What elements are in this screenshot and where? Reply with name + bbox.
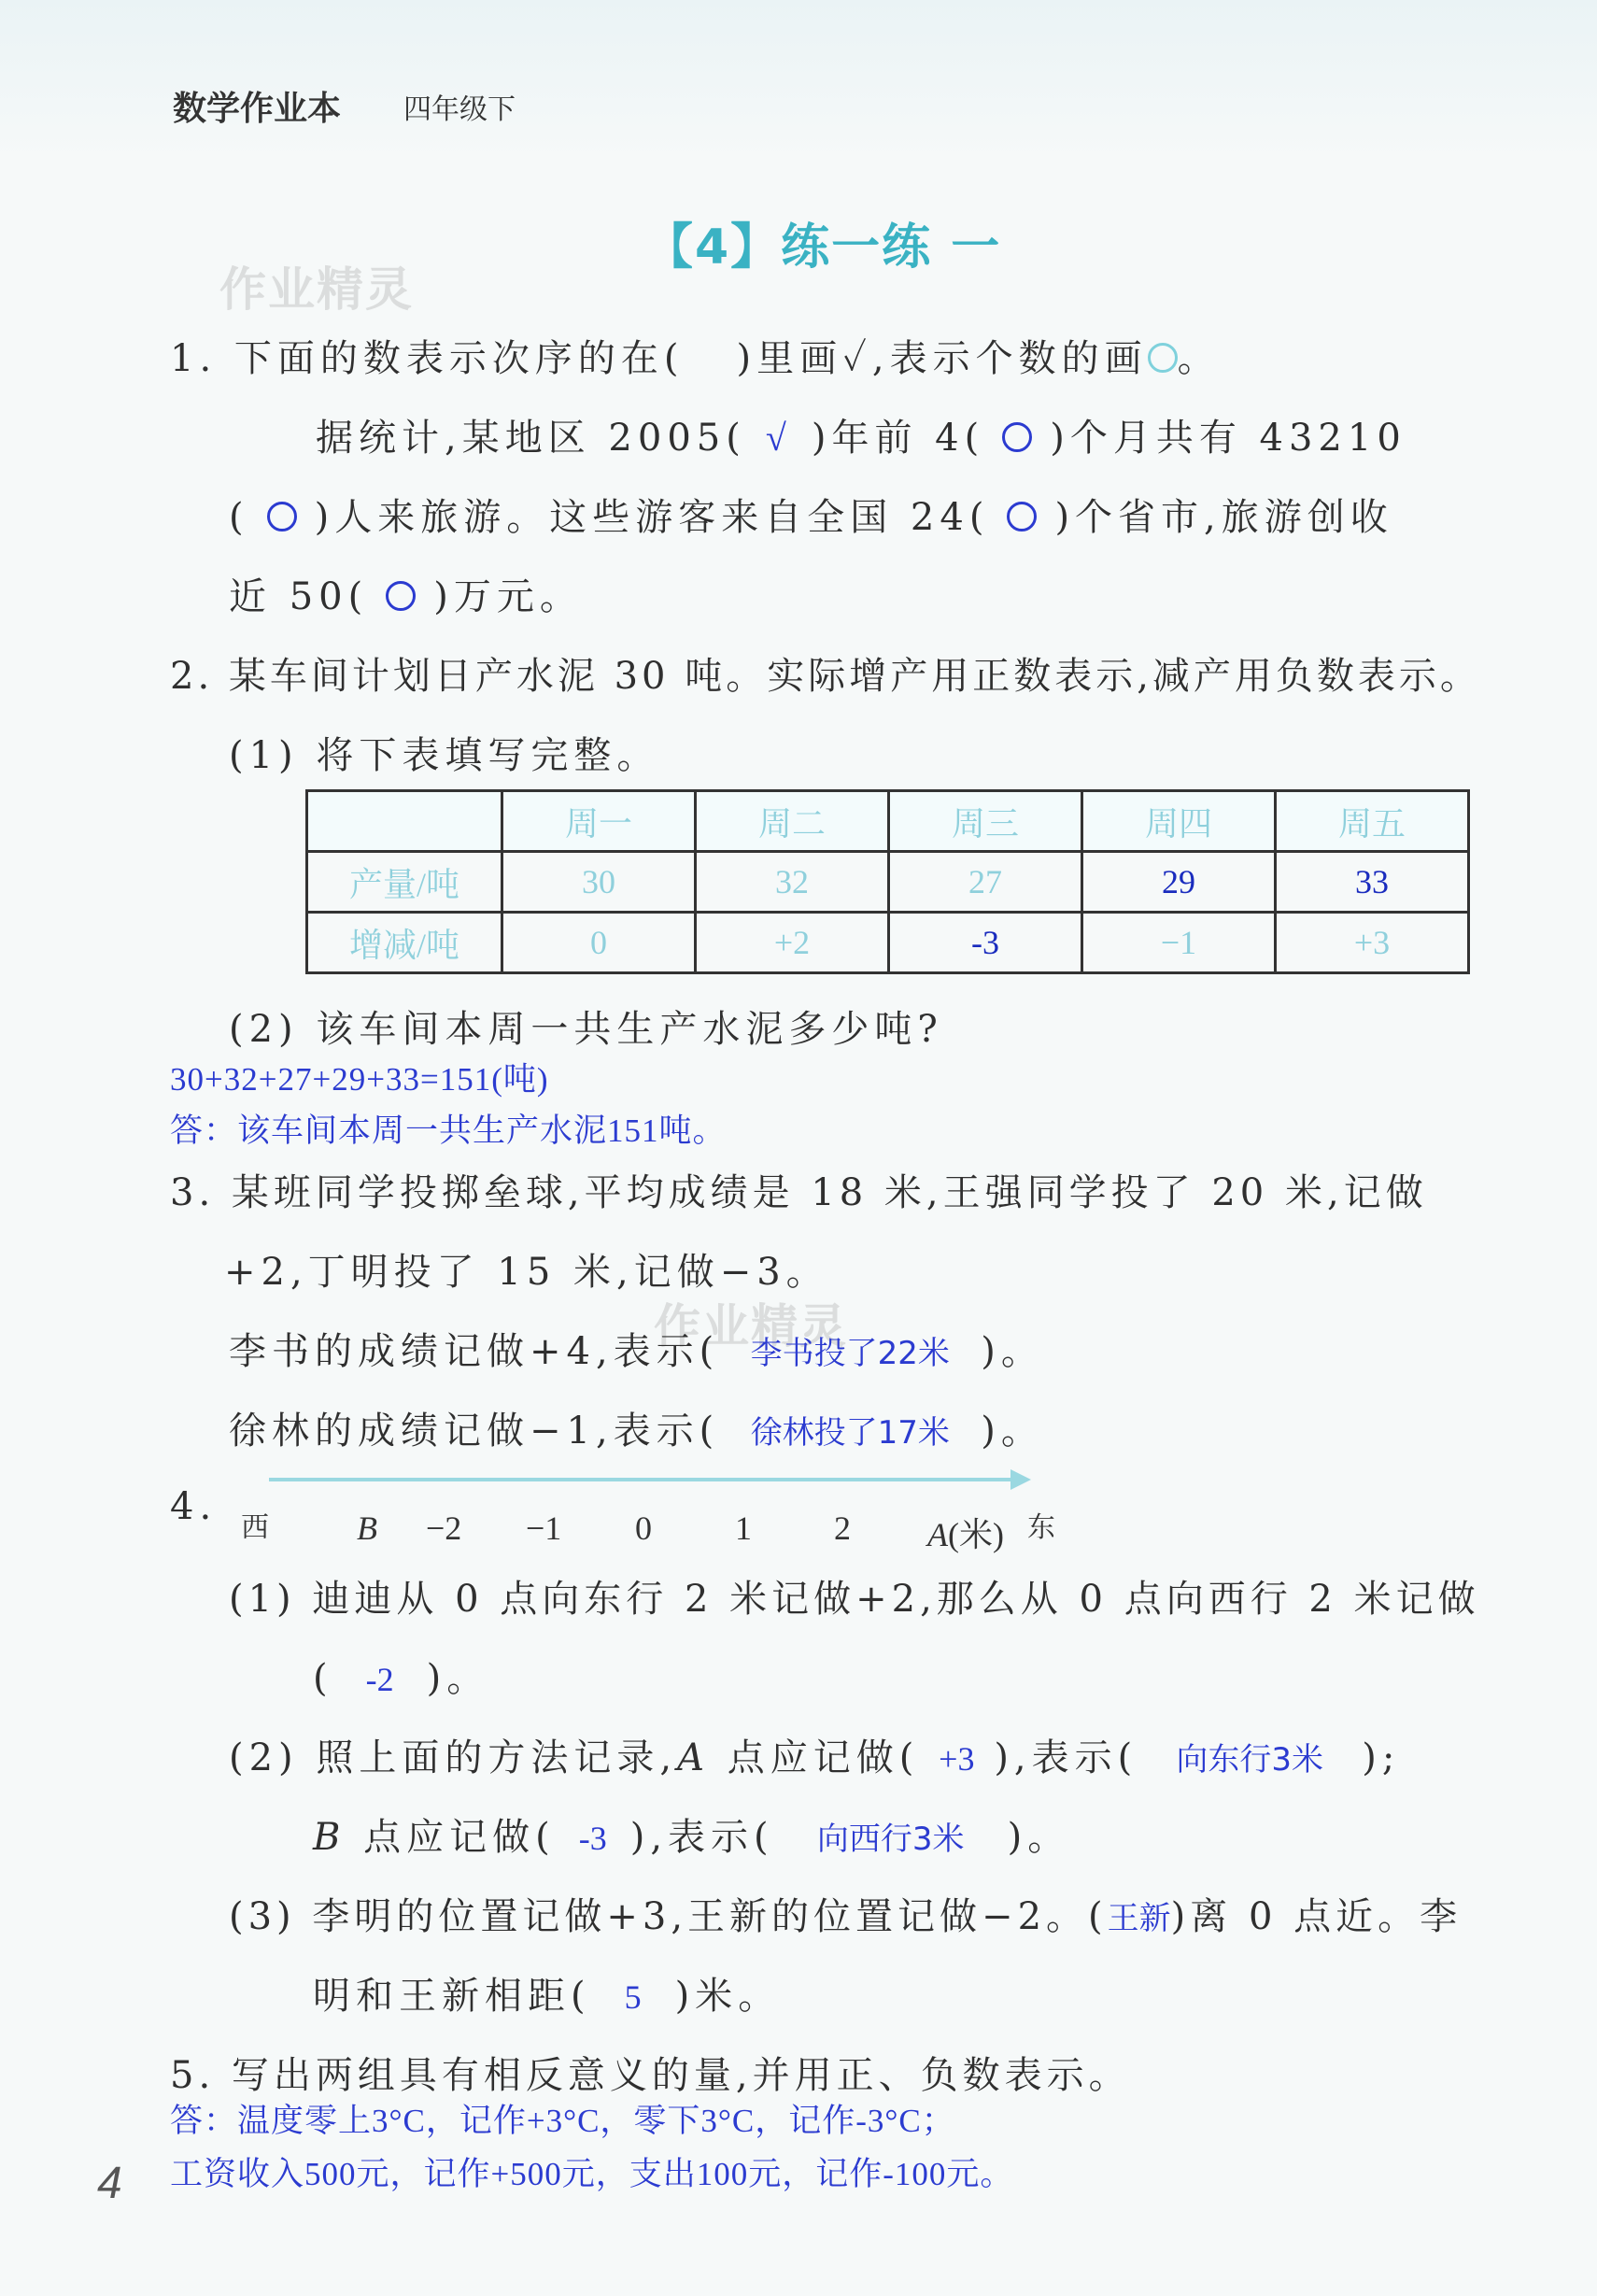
table-cell xyxy=(307,791,502,852)
q4-s3-b: )离 0 点近。李 xyxy=(1170,1895,1463,1938)
q4-s3-c: 明和王新相距( xyxy=(313,1975,591,2018)
row-label-change: 增减/吨 xyxy=(307,913,502,973)
circle-answer-icon xyxy=(267,502,297,531)
table-cell: 0 xyxy=(502,913,696,973)
table-cell: 27 xyxy=(889,852,1082,913)
table-cell: 32 xyxy=(696,852,889,913)
q1-line1 xyxy=(316,408,1406,461)
q4-s3-line1 xyxy=(229,1887,1462,1940)
table-cell: +2 xyxy=(696,913,889,973)
q1-prompt-b: )里画✓,表示个数的画 xyxy=(736,337,1148,380)
q3-text: 某班同学投掷垒球,平均成绩是 18 米,王强同学投了 20 米,记做 xyxy=(231,1171,1428,1214)
axis-unit: (米) xyxy=(948,1516,1004,1553)
q4-answer-4: -3 xyxy=(578,1820,607,1857)
number-line xyxy=(269,1478,1016,1481)
q4-s2-point-a: A xyxy=(677,1736,710,1779)
q5-answer-2: 工资收入500元，记作+500元，支出100元，记作-100元。 xyxy=(170,2156,1014,2192)
q4-answer-5: 向西行3米 xyxy=(816,1821,965,1858)
axis-tick-1: 1 xyxy=(735,1509,752,1547)
q3-line3 xyxy=(229,1322,1044,1375)
q3-line4 xyxy=(229,1401,1044,1454)
q4-s2-e: 点应记做( xyxy=(346,1816,556,1859)
q2-sub2: (2) 该车间本周一共生产水泥多少吨? xyxy=(229,1008,943,1051)
table-header-row xyxy=(307,791,1469,852)
q4-s1-line2 xyxy=(313,1649,489,1702)
axis-tick-2: 2 xyxy=(834,1509,851,1547)
q4-s2-line1 xyxy=(229,1728,1400,1781)
q2-number: 2. xyxy=(170,655,214,698)
q1-line1-a: 据统计,某地区 2005( xyxy=(316,417,746,460)
circle-answer-icon xyxy=(1002,422,1032,452)
q2-sub1: (1) 将下表填写完整。 xyxy=(229,734,660,777)
table-row xyxy=(307,852,1469,913)
q2-prompt: 某车间计划日产水泥 30 吨。实际增产用正数表示,减产用负数表示。 xyxy=(228,655,1481,698)
arrow-right-icon xyxy=(1010,1469,1031,1490)
lesson-title: 【4】练一练 一 xyxy=(644,220,1002,276)
q1-line1-c: )个月共有 43210 xyxy=(1050,417,1406,460)
q4-s1-b: ( xyxy=(313,1657,333,1700)
circle-answer-icon xyxy=(386,581,416,611)
q4-answer-2: +3 xyxy=(939,1740,975,1778)
q3-line1 xyxy=(170,1163,1428,1216)
q4-s2-d: ); xyxy=(1362,1736,1401,1779)
axis-point-b: B xyxy=(357,1509,377,1547)
q2-answer-text: 答：该车间本周一共生产水泥151吨。 xyxy=(170,1113,727,1149)
q5-number: 5. xyxy=(170,2054,216,2097)
q4-answer-7: 5 xyxy=(624,1978,642,2016)
q4-s2-f: ),表示( xyxy=(629,1816,774,1859)
grade-label: 四年级下 xyxy=(403,93,516,126)
q1-line3 xyxy=(229,567,583,620)
q5-line0 xyxy=(170,2046,1131,2099)
q1-prompt-c: 。 xyxy=(1177,337,1221,380)
q4-s2-a: (2) 照上面的方法记录, xyxy=(229,1736,678,1779)
table-header: 周五 xyxy=(1276,791,1469,852)
axis-tick-zero: 0 xyxy=(635,1509,652,1547)
q3-line3-b: )。 xyxy=(981,1330,1044,1373)
table-cell: −1 xyxy=(1082,913,1276,973)
header-background xyxy=(0,0,1597,159)
q1-prompt-a: 下面的数表示次序的在( xyxy=(233,337,685,380)
axis-west: 西 xyxy=(241,1511,269,1544)
axis-point-a-label xyxy=(927,1509,1004,1556)
row-label-output: 产量/吨 xyxy=(307,852,502,913)
axis-tick-minus1: −1 xyxy=(526,1509,562,1547)
table-header: 周一 xyxy=(502,791,696,852)
table-cell: 30 xyxy=(502,852,696,913)
axis-east: 东 xyxy=(1027,1511,1055,1544)
book-title: 数学作业本 xyxy=(173,90,342,128)
watermark-top: 作业精灵 xyxy=(219,262,414,317)
q1-line3-a: 近 50( xyxy=(229,575,369,618)
q1-number: 1. xyxy=(170,337,218,380)
q3-line4-a: 徐林的成绩记做−1,表示( xyxy=(229,1410,720,1453)
q1-line2-a: ( xyxy=(229,496,249,539)
table-cell-answer: 29 xyxy=(1082,852,1276,913)
q4-answer-6: 王新 xyxy=(1107,1900,1171,1937)
axis-point-a: A xyxy=(927,1516,948,1553)
q4-s2-line2 xyxy=(313,1807,1070,1861)
q4-s3-a: (3) 李明的位置记做+3,王新的位置记做−2。( xyxy=(229,1895,1108,1938)
q3-answer-1: 李书投了22米 xyxy=(750,1335,950,1372)
q3-line4-b: )。 xyxy=(981,1410,1044,1453)
q4-s2-g: )。 xyxy=(1007,1816,1071,1859)
table-row xyxy=(307,913,1469,973)
q1-line2-b: )人来旅游。这些游客来自全国 24( xyxy=(314,496,990,539)
watermark-middle: 作业精灵 xyxy=(654,1299,848,1354)
q1-line0 xyxy=(170,329,1221,382)
q1-line1-b: )年前 4( xyxy=(811,417,985,460)
q2-line0 xyxy=(170,646,1481,700)
q4-s2-b: 点应记做( xyxy=(709,1736,920,1779)
table-cell-answer: 33 xyxy=(1276,852,1469,913)
q1-answer-check: √ xyxy=(765,417,792,459)
q4-answer-3: 向东行3米 xyxy=(1176,1741,1324,1779)
q4-s2-c: ),表示( xyxy=(994,1736,1138,1779)
axis-tick-minus2: −2 xyxy=(426,1509,462,1547)
q4-s2-point-b: B xyxy=(313,1816,346,1859)
circle-icon xyxy=(1148,343,1178,373)
q4-s3-d: )米。 xyxy=(674,1975,782,2018)
q1-line2-c: )个省市,旅游创收 xyxy=(1054,496,1393,539)
q2-answer-calc: 30+32+27+29+33=151(吨) xyxy=(170,1061,549,1098)
q3-line3-a: 李书的成绩记做+4,表示( xyxy=(229,1330,720,1373)
table-cell: +3 xyxy=(1276,913,1469,973)
table-header: 周四 xyxy=(1082,791,1276,852)
q5-answer-1: 答：温度零上3°C，记作+3°C，零下3°C，记作-3°C； xyxy=(170,2103,955,2139)
q3-number: 3. xyxy=(170,1171,216,1214)
production-table xyxy=(305,789,1470,974)
table-header: 周二 xyxy=(696,791,889,852)
circle-answer-icon xyxy=(1007,502,1037,531)
q1-line3-b: )万元。 xyxy=(433,575,583,618)
table-header: 周三 xyxy=(889,791,1082,852)
q1-line2 xyxy=(229,488,1393,541)
q4-answer-1: -2 xyxy=(365,1661,394,1698)
q5-prompt: 写出两组具有相反意义的量,并用正、负数表示。 xyxy=(231,2054,1131,2097)
q3-answer-2: 徐林投了17米 xyxy=(750,1414,950,1452)
q4-s1-c: )。 xyxy=(426,1657,490,1700)
table-cell-answer: -3 xyxy=(889,913,1082,973)
q4-number: 4. xyxy=(170,1485,218,1528)
q3-line2: +2,丁明投了 15 米,记做−3。 xyxy=(224,1251,829,1294)
q4-s1-line1: (1) 迪迪从 0 点向东行 2 米记做+2,那么从 0 点向西行 2 米记做 xyxy=(229,1578,1480,1621)
page-number: 4 xyxy=(97,2159,122,2208)
q4-s3-line2 xyxy=(313,1966,781,2020)
